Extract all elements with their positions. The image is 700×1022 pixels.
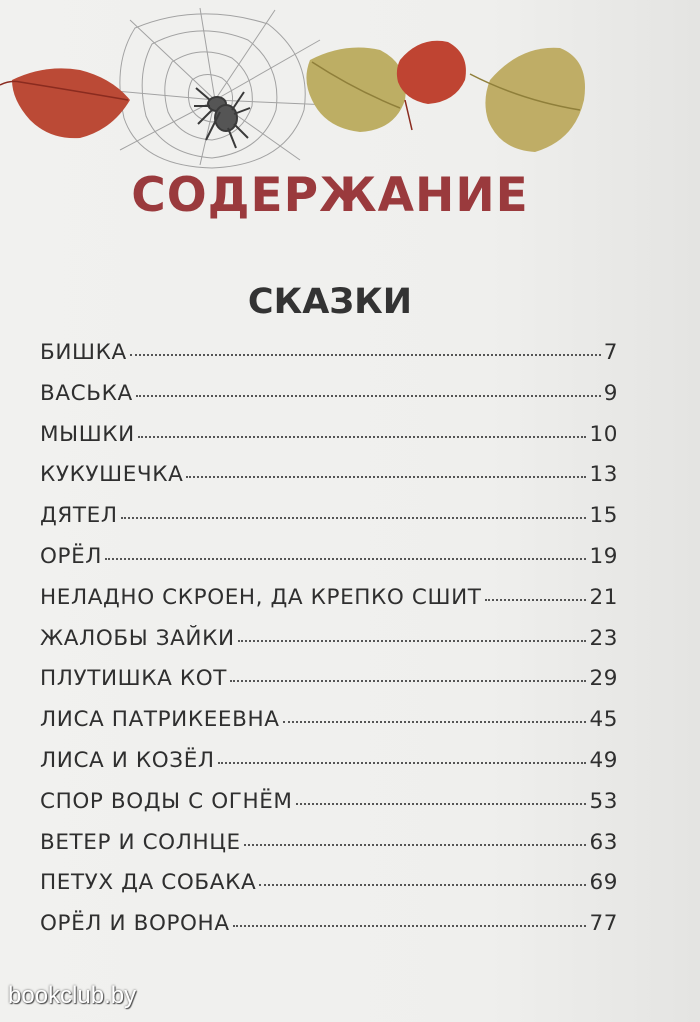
dot-leader <box>121 516 587 519</box>
dot-leader <box>485 598 587 601</box>
dot-leader <box>105 557 586 560</box>
toc-entry-page: 77 <box>589 911 618 937</box>
watermark: bookclub.by <box>8 982 137 1009</box>
toc-entry-title: ЛИСА И КОЗЁЛ <box>40 747 215 773</box>
dot-leader <box>138 435 587 438</box>
yellow-leaf-middle-icon <box>306 48 405 132</box>
toc-entry-page: 13 <box>589 462 618 488</box>
toc-entry-title: ЛИСА ПАТРИКЕЕВНА <box>40 707 280 733</box>
toc-entry[interactable] <box>40 462 618 503</box>
toc-entry-title: ОРЁЛ <box>40 543 103 569</box>
toc-entry[interactable] <box>40 340 618 381</box>
page-title: СОДЕРЖАНИЕ <box>131 168 529 223</box>
toc-entry[interactable] <box>40 911 618 952</box>
toc-entry-title: ОРЁЛ И ВОРОНА <box>40 911 230 937</box>
toc-entry-title: ВАСЬКА <box>40 380 133 406</box>
toc-entry-title: ЖАЛОБЫ ЗАЙКИ <box>40 625 235 651</box>
toc-entry-title: ПЛУТИШКА КОТ <box>40 666 227 692</box>
toc-entry[interactable] <box>40 544 618 585</box>
toc-entry-page: 15 <box>589 503 618 529</box>
dot-leader <box>233 924 587 927</box>
table-of-contents <box>40 340 618 952</box>
toc-entry[interactable] <box>40 707 618 748</box>
dot-leader <box>259 883 586 886</box>
toc-entry[interactable] <box>40 422 618 463</box>
dot-leader <box>186 475 586 478</box>
toc-entry-title: БИШКА <box>40 340 127 365</box>
dot-leader <box>296 802 587 805</box>
dot-leader <box>130 353 601 356</box>
toc-entry-page: 69 <box>589 870 618 896</box>
toc-entry[interactable] <box>40 585 618 626</box>
dot-leader <box>230 679 586 682</box>
toc-entry[interactable] <box>40 503 618 544</box>
toc-entry-page: 29 <box>589 666 618 692</box>
toc-entry-page: 23 <box>589 625 618 651</box>
toc-entry[interactable] <box>40 748 618 789</box>
toc-entry[interactable] <box>40 381 618 422</box>
toc-entry-title: СПОР ВОДЫ С ОГНЁМ <box>40 788 293 814</box>
section-heading: СКАЗКИ <box>247 282 413 322</box>
toc-entry-title: КУКУШЕЧКА <box>40 462 184 488</box>
toc-entry-page: 10 <box>589 421 618 447</box>
toc-entry[interactable] <box>40 830 618 871</box>
toc-entry[interactable] <box>40 870 618 911</box>
toc-entry-page: 63 <box>589 829 618 855</box>
dot-leader <box>218 761 587 764</box>
dot-leader <box>136 394 601 397</box>
red-leaf-right-icon <box>397 41 466 130</box>
dot-leader <box>238 639 587 642</box>
toc-entry-page: 49 <box>589 747 618 773</box>
toc-entry[interactable] <box>40 626 618 667</box>
toc-entry-title: ВЕТЕР И СОЛНЦЕ <box>40 829 241 855</box>
leaves-spiderweb-illustration <box>0 0 700 170</box>
toc-entry-title: НЕЛАДНО СКРОЕН, ДА КРЕПКО СШИТ <box>40 584 482 610</box>
toc-entry-page: 45 <box>589 707 618 733</box>
toc-entry-page: 9 <box>603 380 618 406</box>
toc-entry[interactable] <box>40 789 618 830</box>
toc-entry-page: 53 <box>589 788 618 814</box>
red-leaf-left-icon <box>0 68 130 138</box>
toc-entry-title: МЫШКИ <box>40 421 135 447</box>
toc-entry-title: ДЯТЕЛ <box>40 503 118 529</box>
toc-entry-page: 7 <box>603 340 618 365</box>
dot-leader <box>283 720 587 723</box>
toc-entry-page: 19 <box>589 543 618 569</box>
toc-entry[interactable] <box>40 666 618 707</box>
yellow-leaf-right-icon <box>470 48 585 152</box>
dot-leader <box>244 843 587 846</box>
toc-entry-title: ПЕТУХ ДА СОБАКА <box>40 870 257 896</box>
spiderweb-icon <box>105 8 330 168</box>
toc-entry-page: 21 <box>589 584 618 610</box>
